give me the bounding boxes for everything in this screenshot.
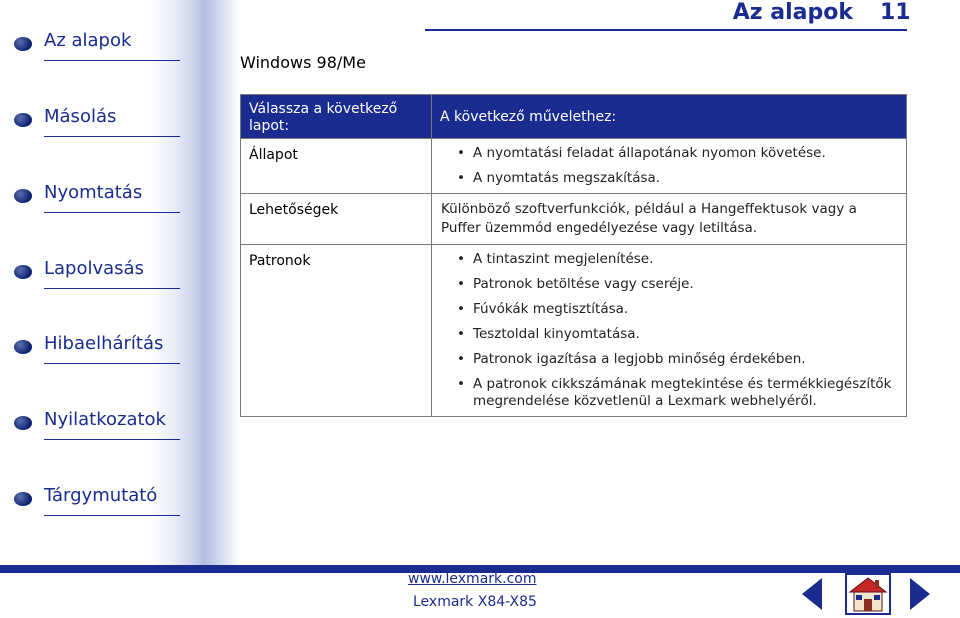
table-row [241, 245, 907, 417]
tab-name-cell: Lehetőségek [241, 194, 432, 245]
sidebar-item-label: Tárgymutató [44, 485, 158, 506]
page-header-title: Az alapok [732, 0, 853, 25]
action-cell [432, 194, 907, 245]
sidebar-item-label: Az alapok [44, 30, 132, 51]
list-item: • A patronok cikkszámának megtekintése és termékkiegészítők megrendelése közvetlenül a Lexmark webhelyéről. [441, 376, 906, 410]
list-item: • A nyomtatási feladat állapotának nyomon követése. [441, 145, 906, 162]
bullet-icon [14, 265, 32, 279]
list-item: • A tintaszint megjelenítése. [441, 251, 906, 268]
sidebar-item-az-alapok[interactable] [14, 27, 180, 61]
list-item: • Tesztoldal kinyomtatása. [441, 326, 906, 343]
header-rule [425, 29, 907, 31]
home-icon[interactable] [845, 573, 891, 615]
right-arrow-icon[interactable] [908, 576, 932, 612]
divider [44, 212, 180, 213]
sidebar-item-hibaelharitas[interactable] [14, 330, 180, 364]
bullet-icon [14, 113, 32, 127]
bullet-icon [14, 492, 32, 506]
tab-name-cell: Patronok [241, 245, 432, 417]
divider [44, 288, 180, 289]
list-item: • Fúvókák megtisztítása. [441, 301, 906, 318]
sidebar-item-masolas[interactable] [14, 103, 180, 137]
divider [44, 136, 180, 137]
action-text: Különböző szoftverfunkciók, például a Hangeffektusok vagy a Puffer üzemmód engedélyezése vagy letiltása. [441, 201, 857, 236]
sidebar-item-nyomtatas[interactable] [14, 179, 180, 213]
tab-name-cell: Állapot [241, 139, 432, 194]
divider [44, 515, 180, 516]
functions-table [240, 94, 907, 417]
page-number: 11 [880, 0, 911, 25]
list-item: • Patronok betöltése vagy cseréje. [441, 276, 906, 293]
website-link[interactable]: www.lexmark.com [408, 571, 537, 587]
table-row [241, 194, 907, 245]
list-item: • A nyomtatás megszakítása. [441, 170, 906, 187]
left-arrow-icon[interactable] [800, 576, 824, 612]
column-header: A következő művelethez: [432, 95, 907, 139]
action-list [432, 245, 906, 416]
list-item: • Patronok igazítása a legjobb minőség érdekében. [441, 351, 906, 368]
table-header-row [241, 95, 907, 139]
sidebar-item-nyilatkozatok[interactable] [14, 406, 180, 440]
section-title: Windows 98/Me [240, 53, 366, 72]
action-cell [432, 245, 907, 417]
sidebar-item-label: Nyomtatás [44, 182, 143, 203]
bullet-icon [14, 37, 32, 51]
sidebar-item-label: Lapolvasás [44, 258, 144, 279]
action-list [432, 139, 906, 193]
divider [44, 439, 180, 440]
sidebar-item-label: Hibaelhárítás [44, 333, 164, 354]
divider [44, 363, 180, 364]
table-row [241, 139, 907, 194]
sidebar-item-targymutato[interactable] [14, 482, 180, 516]
action-cell [432, 139, 907, 194]
bullet-icon [14, 416, 32, 430]
sidebar-item-lapolvasas[interactable] [14, 255, 180, 289]
product-model: Lexmark X84-X85 [413, 594, 537, 610]
sidebar-item-label: Másolás [44, 106, 117, 127]
column-header: Válassza a következő lapot: [241, 95, 432, 139]
bullet-icon [14, 189, 32, 203]
divider [44, 60, 180, 61]
bullet-icon [14, 340, 32, 354]
sidebar-item-label: Nyilatkozatok [44, 409, 166, 430]
